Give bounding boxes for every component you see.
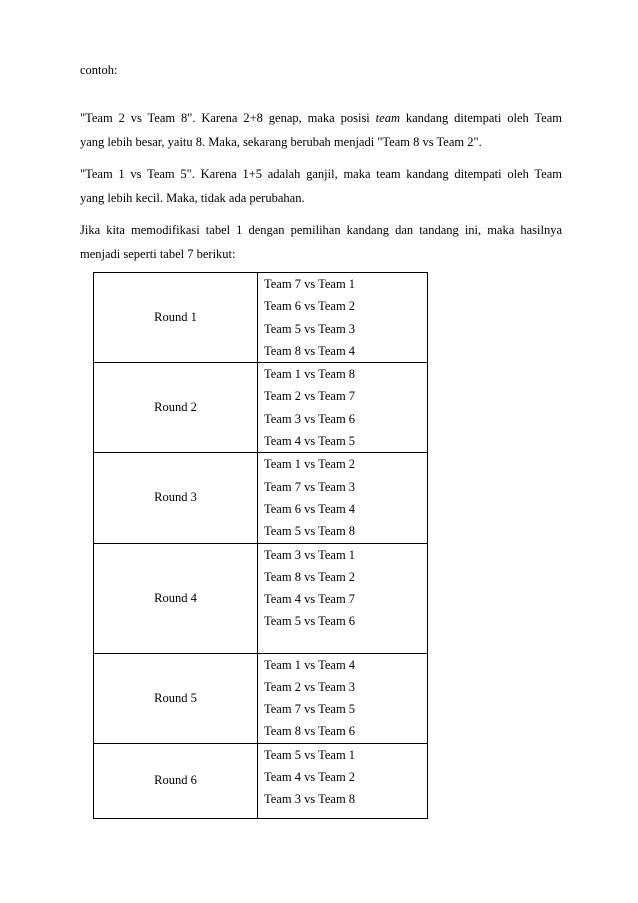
match-entry: Team 8 vs Team 6 — [264, 724, 356, 739]
table-row — [94, 273, 428, 363]
table-row — [94, 743, 428, 818]
match-entry: Team 5 vs Team 8 — [264, 524, 356, 539]
paragraph-example-1 — [80, 106, 562, 154]
round-cell — [94, 653, 258, 743]
match-entry: Team 3 vs Team 1 — [264, 547, 356, 562]
match-entry: Team 5 vs Team 1 — [264, 747, 356, 762]
match-entry: Team 4 vs Team 7 — [264, 592, 356, 607]
text-line: yang lebih besar, yaitu 8. Maka, sekarang berubah menjadi "Team 8 vs Team 2". — [80, 135, 482, 149]
matches-cell — [258, 273, 428, 363]
match-entry: Team 6 vs Team 2 — [264, 299, 356, 314]
match-entry: Team 8 vs Team 2 — [264, 569, 356, 584]
match-entry: Team 4 vs Team 2 — [264, 770, 356, 785]
match-entry: Team 2 vs Team 3 — [264, 679, 356, 694]
text-line: Jika kita memodifikasi tabel 1 dengan pemilihan kandang dan tandang ini, maka hasilnya — [80, 223, 562, 237]
table-row — [94, 363, 428, 453]
text-line: yang lebih kecil. Maka, tidak ada perubahan. — [80, 191, 305, 205]
match-entry: Team 5 vs Team 3 — [264, 321, 356, 336]
table-row — [94, 653, 428, 743]
paragraph-intro-table — [80, 218, 562, 266]
paragraph-contoh — [80, 58, 562, 82]
paragraph-example-2 — [80, 162, 562, 210]
round-label: Round 5 — [154, 690, 197, 705]
match-entry: Team 4 vs Team 5 — [264, 434, 356, 449]
match-entry: Team 7 vs Team 1 — [264, 277, 356, 291]
match-entry: Team 5 vs Team 6 — [264, 614, 356, 629]
table-row — [94, 453, 428, 543]
match-entry: Team 3 vs Team 8 — [264, 792, 356, 807]
matches-cell — [258, 653, 428, 743]
text-line: "Team 2 vs Team 8". Karena 2+8 genap, maka posisi team kandang ditempati oleh Team — [80, 111, 562, 125]
round-label: Round 3 — [154, 490, 197, 505]
text-line: "Team 1 vs Team 5". Karena 1+5 adalah ganjil, maka team kandang ditempati oleh Team — [80, 167, 562, 181]
match-entry: Team 8 vs Team 4 — [264, 343, 356, 358]
matches-cell — [258, 743, 428, 818]
match-entry: Team 7 vs Team 5 — [264, 702, 356, 717]
round-label: Round 4 — [154, 590, 197, 605]
round-cell — [94, 543, 258, 653]
text-line: contoh: — [80, 63, 118, 77]
matches-cell — [258, 543, 428, 653]
matches-cell — [258, 453, 428, 543]
round-label: Round 2 — [154, 400, 197, 415]
round-label: Round 1 — [154, 310, 197, 325]
match-entry: Team 7 vs Team 3 — [264, 479, 356, 494]
schedule-table — [93, 272, 428, 819]
match-entry: Team 3 vs Team 6 — [264, 411, 356, 426]
italic-word: team — [375, 111, 400, 125]
round-label: Round 6 — [154, 773, 197, 788]
table-row — [94, 543, 428, 653]
match-entry: Team 1 vs Team 4 — [264, 657, 356, 672]
round-cell — [94, 363, 258, 453]
match-entry: Team 6 vs Team 4 — [264, 501, 356, 516]
text-line: menjadi seperti tabel 7 berikut: — [80, 247, 236, 261]
round-cell — [94, 273, 258, 363]
match-entry: Team 2 vs Team 7 — [264, 389, 356, 404]
round-cell — [94, 453, 258, 543]
round-cell — [94, 743, 258, 818]
match-entry: Team 1 vs Team 8 — [264, 367, 356, 382]
match-entry: Team 1 vs Team 2 — [264, 457, 356, 472]
matches-cell — [258, 363, 428, 453]
